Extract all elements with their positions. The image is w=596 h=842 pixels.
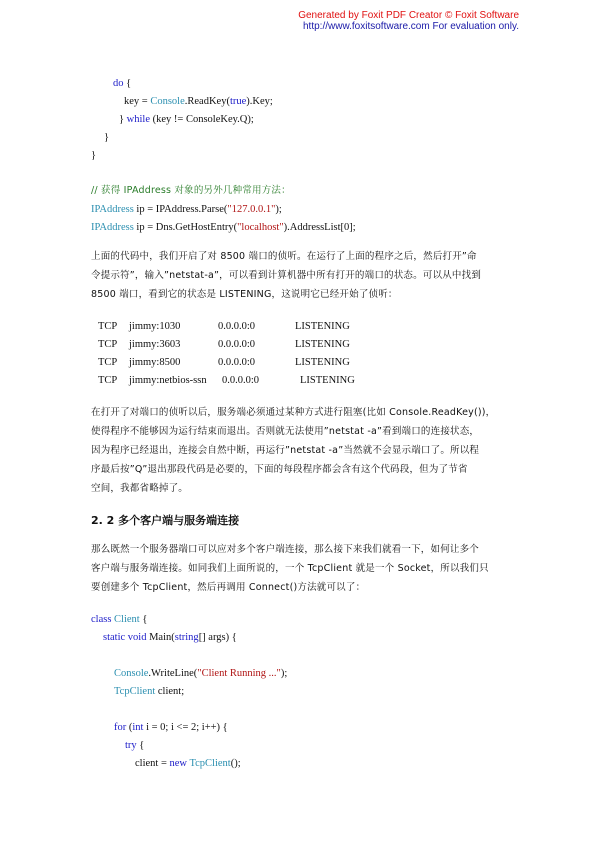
code-line xyxy=(119,113,254,127)
paragraph-line: 使得程序不能够因为运行结束而退出。否则就无法使用”netstat -a”看到端口的连接状态， xyxy=(91,426,480,437)
paragraph-line: 令提示符”，输入”netstat-a”，可以看到计算机器中所有打开的端口的状态。可以从中找到 xyxy=(91,270,482,281)
code-line xyxy=(103,631,237,645)
netstat-state: LISTENING xyxy=(295,357,350,368)
code-line xyxy=(125,739,144,753)
code-text: ( xyxy=(126,722,133,733)
netstat-local: jimmy:1030 xyxy=(129,321,181,332)
code-text: ip = IPAddress.Parse( xyxy=(133,204,228,215)
code-text: Main( xyxy=(146,632,175,643)
code-keyword: try xyxy=(125,740,137,751)
paragraph-line: 序最后按”Q”退出那段代码是必要的，下面的每段程序都会含有这个代码段，但为了节省 xyxy=(91,464,468,475)
netstat-state: LISTENING xyxy=(295,339,350,350)
code-text: client = xyxy=(135,758,170,769)
code-keyword: class xyxy=(91,614,112,625)
code-keyword: do xyxy=(113,78,124,89)
code-line xyxy=(135,757,241,771)
netstat-proto: TCP xyxy=(98,321,118,332)
netstat-proto: TCP xyxy=(98,339,118,350)
code-keyword: new xyxy=(169,758,187,769)
code-text: ip = Dns.GetHostEntry( xyxy=(133,222,238,233)
watermark-line-1: Generated by Foxit PDF Creator © Foxit Software xyxy=(298,10,519,21)
netstat-state: LISTENING xyxy=(300,375,355,386)
code-keyword: for xyxy=(114,722,127,733)
code-text: ); xyxy=(275,204,282,215)
code-type: Console xyxy=(150,96,185,107)
paragraph-line: 8500 端口，看到它的状态是 LISTENING，这说明它已经开始了侦听： xyxy=(91,289,398,300)
netstat-foreign: 0.0.0.0:0 xyxy=(222,375,260,386)
paragraph-line: 上面的代码中，我们开启了对 8500 端口的侦听。在运行了上面的程序之后，然后打开”命 xyxy=(91,251,477,262)
code-text: (); xyxy=(230,758,241,769)
code-type: IPAddress xyxy=(91,204,134,215)
code-text: } xyxy=(119,114,127,125)
code-line xyxy=(91,221,356,235)
code-line xyxy=(114,685,184,699)
code-text: key = xyxy=(124,96,151,107)
code-keyword: void xyxy=(127,632,147,643)
code-text: i = 0; i <= 2; i++) { xyxy=(143,722,228,733)
code-line xyxy=(124,95,273,109)
paragraph-line: 空间，我都省略掉了。 xyxy=(91,483,189,494)
code-comment: // 获得 IPAddress 对象的另外几种常用方法： xyxy=(91,185,291,196)
code-keyword: int xyxy=(132,722,144,733)
netstat-proto: TCP xyxy=(98,375,118,386)
netstat-local: jimmy:8500 xyxy=(129,357,181,368)
watermark-line-2: http://www.foxitsoftware.com For evaluation only. xyxy=(302,21,519,32)
paragraph-line: 因为程序已经退出，连接会自然中断，再运行”netstat -a”当然就不会显示端口了。所以程 xyxy=(91,445,480,456)
code-text: { xyxy=(123,78,132,89)
code-keyword: while xyxy=(126,114,150,125)
code-type: IPAddress xyxy=(91,222,134,233)
code-text: ).AddressList[0]; xyxy=(283,222,356,233)
netstat-foreign: 0.0.0.0:0 xyxy=(218,321,256,332)
code-line: } xyxy=(104,132,110,143)
code-string: "127.0.0.1" xyxy=(227,204,276,215)
code-text: .WriteLine( xyxy=(148,668,198,679)
netstat-state: LISTENING xyxy=(295,321,350,332)
code-keyword: string xyxy=(174,632,199,643)
code-type: TcpClient xyxy=(189,758,231,769)
code-text: ).Key; xyxy=(246,96,273,107)
netstat-local: jimmy:3603 xyxy=(129,339,181,350)
code-text: .ReadKey( xyxy=(184,96,230,107)
netstat-foreign: 0.0.0.0:0 xyxy=(218,339,256,350)
section-heading: 2. 2 多个客户端与服务端连接 xyxy=(91,514,240,527)
code-keyword: static xyxy=(103,632,126,643)
code-line: } xyxy=(91,150,97,161)
code-line xyxy=(113,77,131,91)
code-type: Console xyxy=(114,668,149,679)
paragraph-line: 客户端与服务端连接。如同我们上面所说的，一个 TcpClient 就是一个 Socket，所以我们只 xyxy=(91,563,489,574)
code-text: [] args) { xyxy=(198,632,237,643)
code-text: client; xyxy=(155,686,185,697)
code-keyword: true xyxy=(229,96,247,107)
foxit-watermark xyxy=(298,10,519,32)
code-string: "Client Running ..." xyxy=(197,668,281,679)
code-line xyxy=(91,203,282,217)
code-type: TcpClient xyxy=(114,686,156,697)
code-type: Client xyxy=(114,614,140,625)
code-text: ); xyxy=(280,668,288,679)
paragraph-line: 那么既然一个服务器端口可以应对多个客户端连接，那么接下来我们就看一下，如何让多个 xyxy=(91,544,480,555)
code-string: "localhost" xyxy=(237,222,284,233)
code-line xyxy=(114,667,287,681)
code-line xyxy=(91,613,147,627)
netstat-local: jimmy:netbios-ssn xyxy=(129,375,207,386)
paragraph-line: 在打开了对端口的侦听以后，服务端必须通过某种方式进行阻塞(比如 Console.ReadKey())， xyxy=(91,407,496,418)
code-text: { xyxy=(139,614,148,625)
code-line xyxy=(114,721,228,735)
code-text: (key != ConsoleKey.Q); xyxy=(150,114,254,125)
netstat-foreign: 0.0.0.0:0 xyxy=(218,357,256,368)
code-text: { xyxy=(136,740,145,751)
netstat-proto: TCP xyxy=(98,357,118,368)
paragraph-line: 要创建多个 TcpClient，然后再调用 Connect()方法就可以了： xyxy=(91,582,366,593)
